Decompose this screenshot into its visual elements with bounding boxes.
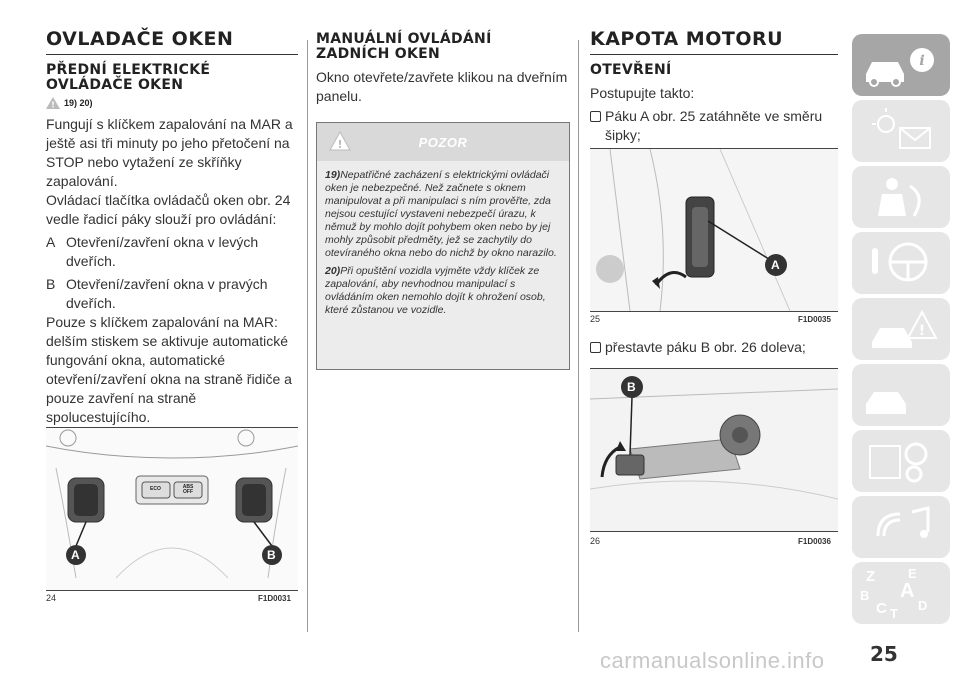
warning-box (316, 122, 570, 370)
index-letter: A (900, 580, 915, 602)
figure-label-b: B (627, 380, 636, 394)
index-letter: E (908, 566, 917, 581)
paragraph: Okno otevřete/zavřete klikou na dveřním panelu. (316, 69, 568, 104)
figure-code: F1D0031 (258, 594, 291, 603)
figure-button-label: ECO (150, 486, 161, 492)
sidebar-item-car-info[interactable] (852, 34, 950, 96)
note-number: 20) (325, 265, 341, 277)
checkbox-bullet-icon (590, 342, 601, 353)
index-letter: Z (866, 568, 876, 585)
figure-number: 25 (590, 314, 601, 324)
list-item-text: přestavte páku B obr. 26 doleva; (605, 339, 806, 355)
note-number: 19) (325, 169, 341, 181)
list-item (590, 107, 838, 145)
list-item-label: A (46, 234, 56, 250)
warning-triangle-icon (46, 97, 60, 109)
page-number: 25 (870, 642, 898, 666)
section-subtitle: PŘEDNÍ ELEKTRICKÉ OVLÁDAČE OKEN (46, 62, 211, 93)
note-text: Nepatřičné zacházení s elektrickými ovládači oken je nebezpečné. Než začnete s oknem manipulovat a při manipulaci s ním prověřte, zda nejsou cestující vystaveni nebezpečí úrazu, k němuž by mohlo dojít pohybem oken nebo by jej mohly způsobit předměty, jež se zachytily do otevíraného okna nebo do nichž by okno narazilo. (325, 169, 557, 259)
list-item (590, 338, 838, 357)
sidebar-item-technical-data[interactable] (852, 430, 950, 492)
section-title: KAPOTA MOTORU (590, 28, 838, 55)
svg-text:!: ! (51, 100, 55, 109)
maintenance-icon (852, 364, 950, 426)
sidebar-item-safety[interactable] (852, 166, 950, 228)
watermark: carmanualsonline.info (600, 648, 825, 673)
list-item-text: Otevření/zavření okna v levých dveřích. (66, 234, 259, 269)
warning-body (317, 161, 569, 369)
steering-wheel-icon (852, 232, 950, 294)
checkbox-bullet-icon (590, 111, 601, 122)
warning-title: POZOR (418, 135, 468, 150)
paragraph: Postupujte takto: (590, 85, 695, 101)
list-item (46, 233, 298, 271)
figure-code: F1D0036 (798, 537, 831, 546)
index-letter: C (876, 600, 887, 617)
list-item-label: B (46, 276, 56, 292)
bonnet-lever-illustration (590, 149, 838, 311)
gears-icon (852, 430, 950, 492)
column-separator-2 (578, 40, 579, 632)
figure-25 (590, 148, 838, 312)
paragraph: Pouze s klíčkem zapalování na MAR: delším stiskem se aktivuje automatické fungování okna, automatické otevření/zavření okna na straně řidiče a pouze zavření na straně spolucestujícího. (46, 314, 292, 425)
figure-label-a: A (71, 548, 80, 562)
note-text: Při opuštění vozidla vyjměte vždy klíček ze zapalování, aby nevhodnou manipulací s ovládáním oken nemohlo dojít k ohrožení osob, které zůstanou ve vozidle. (325, 265, 546, 316)
window-switches-illustration (46, 428, 298, 590)
car-info-icon (852, 34, 950, 96)
list-item-text: Páku A obr. 25 zatáhněte ve směru šipky; (605, 108, 823, 143)
sidebar-item-index[interactable] (852, 562, 950, 624)
section-subtitle: MANUÁLNÍ OVLÁDÁNÍ ZADNÍCH OKEN (316, 31, 492, 62)
warning-reference-text: 19) 20) (64, 98, 93, 108)
index-letter: T (890, 606, 898, 621)
warning-reference (46, 97, 298, 109)
safety-icon (852, 166, 950, 228)
warning-header (317, 123, 569, 161)
column-window-controls (46, 28, 298, 427)
figure-label-a: A (771, 258, 780, 272)
section-title: OVLADAČE OKEN (46, 28, 298, 55)
index-letter: D (918, 598, 928, 613)
multimedia-icon (852, 496, 950, 558)
warning-note (325, 265, 561, 317)
section-subtitle: OTEVŘENÍ (590, 62, 672, 78)
sidebar-item-maintenance[interactable] (852, 364, 950, 426)
column-rear-windows (316, 28, 568, 106)
list-item (46, 275, 298, 313)
warning-note (325, 169, 561, 260)
column-separator-1 (307, 40, 308, 632)
sidebar-item-starting-driving[interactable] (852, 232, 950, 294)
sidebar-item-emergency[interactable] (852, 298, 950, 360)
svg-text:i: i (919, 53, 925, 69)
paragraph: Fungují s klíčkem zapalování na MAR a ještě asi tři minuty po jeho přetočení na STOP nebo vytažení ze skříňky zapalování. (46, 116, 293, 189)
figure-number: 24 (46, 593, 57, 603)
svg-text:!: ! (337, 138, 343, 151)
figure-label-b: B (267, 548, 276, 562)
paragraph: Ovládací tlačítka ovládačů oken obr. 24 vedle řadicí páky slouží pro ovládání: (46, 192, 291, 227)
figure-button-label: ABS OFF (182, 484, 194, 495)
figure-24 (46, 427, 298, 591)
warning-lights-icon (852, 100, 950, 162)
figure-code: F1D0035 (798, 315, 831, 324)
figure-26 (590, 368, 838, 532)
column-bonnet (590, 28, 838, 145)
sidebar-item-multimedia[interactable] (852, 496, 950, 558)
svg-text:!: ! (918, 323, 926, 339)
list-item-text: Otevření/zavření okna v pravých dveřích. (66, 276, 268, 311)
emergency-icon (852, 298, 950, 360)
sidebar-item-warning-lights[interactable] (852, 100, 950, 162)
index-letter: B (860, 588, 870, 603)
figure-number: 26 (590, 536, 601, 546)
